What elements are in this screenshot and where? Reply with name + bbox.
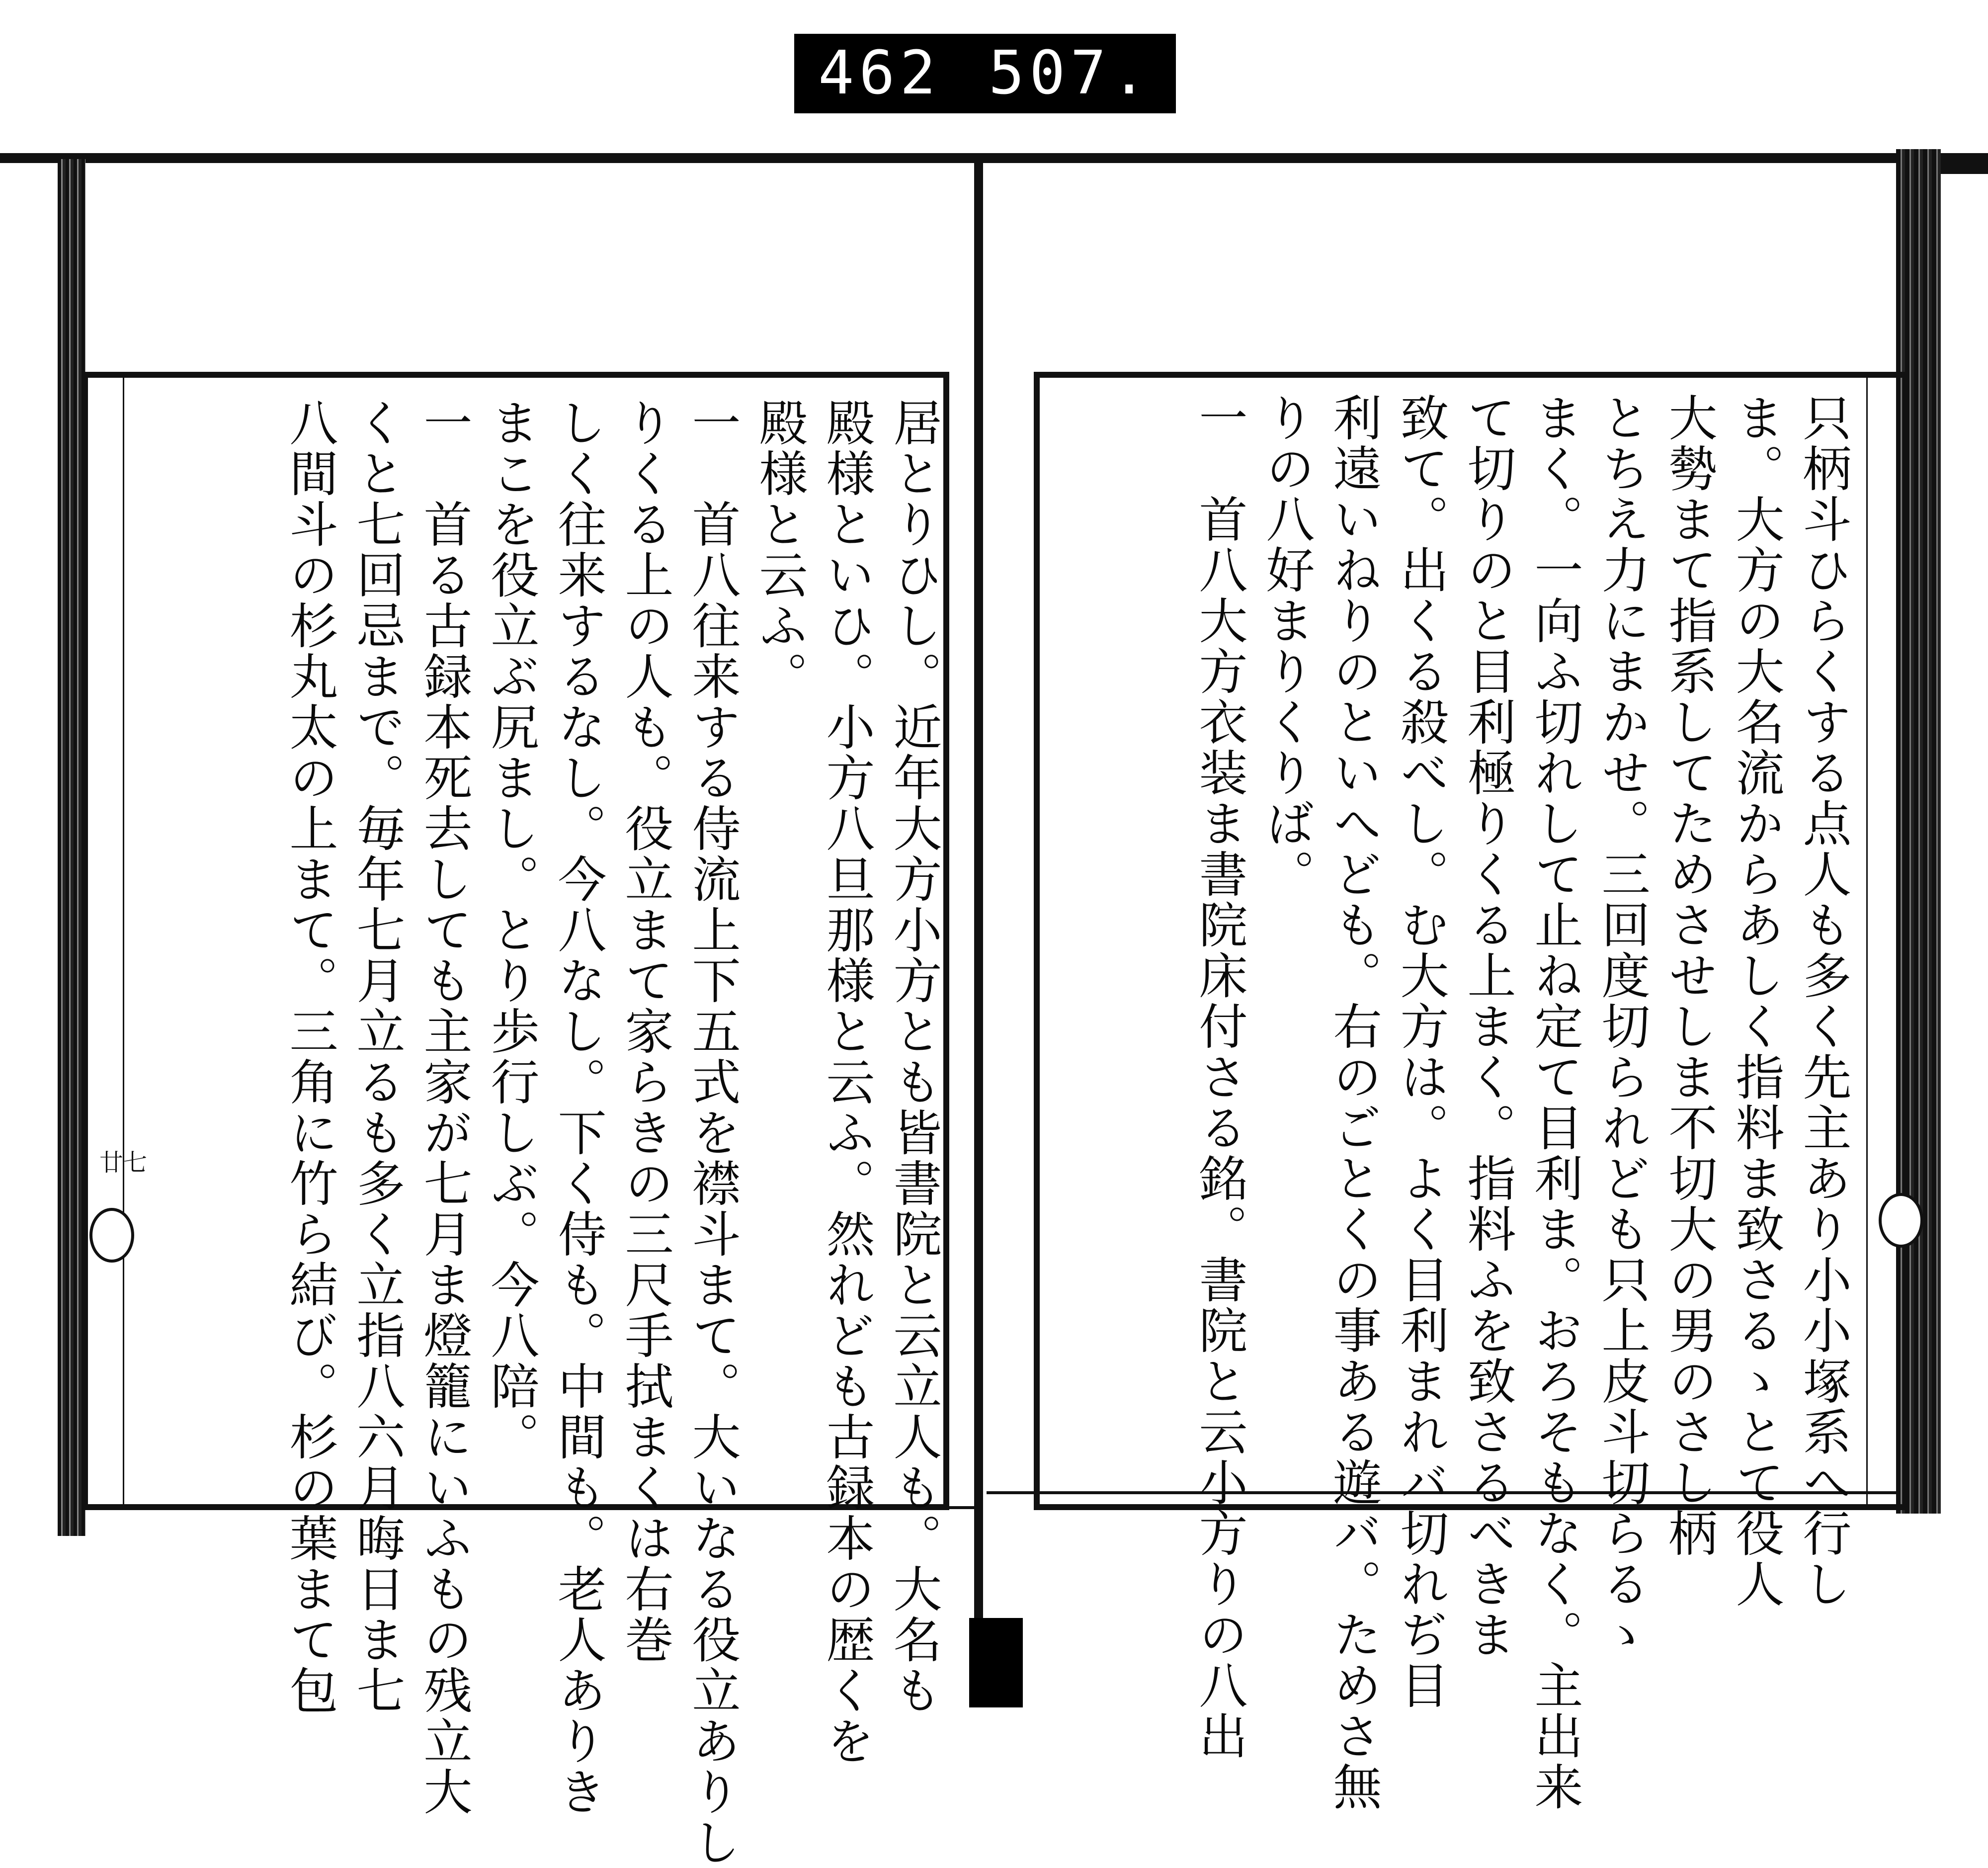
- text-column: まこを役立ぶ尻まし。とり歩行しぶ。今八陪。: [483, 398, 539, 1462]
- text-column: ま。大方の大名流からあしく指料ま致さるゝとて役人: [1728, 393, 1784, 1610]
- text-column: 居とりひし。近年大方小方とも皆書院と云立人も。大名も: [885, 398, 942, 1716]
- film-frame-label: [794, 34, 1176, 113]
- text-column: 一 首八往来する侍流上下五式を襟斗まて。大いなる役立ありし: [684, 398, 741, 1868]
- left-inner-rule: [123, 378, 124, 1504]
- frame-number-right: 507.: [988, 39, 1152, 108]
- text-column: 殿様と云ふ。: [751, 398, 808, 702]
- text-column: りの八好まりくりば。: [1258, 393, 1315, 900]
- text-column: 致て。出くる殺べし。む大方は。よく目利まれバ切れぢ目: [1392, 393, 1449, 1711]
- text-column: くと七回忌まで。毎年七月立るも多く立指八六月晦日ま七: [348, 398, 405, 1716]
- text-column: まく。一向ふ切れして止ね定て目利ま。おろそもなく。主出来: [1526, 393, 1583, 1812]
- text-column: 殿様といひ。小方八旦那様と云ふ。然れども古録本の歴くを: [818, 398, 875, 1767]
- frame-number-left: 462: [818, 39, 941, 108]
- spine-tab: [969, 1618, 1023, 1707]
- text-column: しく往来するなし。今八なし。下く侍も。中間も。老人ありき: [550, 398, 606, 1817]
- text-column: 一 首八大方衣装ま書院床付さる銘。書院と云小方りの八出: [1191, 393, 1247, 1762]
- folio-number: 廿七: [99, 1149, 148, 1177]
- right-inner-rule: [1866, 378, 1868, 1504]
- left-page-text: [142, 398, 947, 1868]
- binding-hole-left: [89, 1208, 134, 1263]
- left-page-edge: [58, 159, 85, 1536]
- right-page-text: [1051, 393, 1856, 1812]
- text-column: 大勢まて指系してためさせしま不切大の男のさし柄: [1660, 393, 1717, 1559]
- top-rule: [0, 153, 1988, 163]
- text-column: 只柄斗ひらくする点人も多く先主あり小小塚系へ行し: [1795, 393, 1851, 1610]
- book-spine: [974, 154, 983, 1625]
- binding-hole-right: [1879, 1193, 1923, 1248]
- text-column: 一 首る古録本死去しても主家が七月ま燈籠にいふもの残立大: [415, 398, 472, 1817]
- text-column: りくる上の人も。役立まて家らきの三尺手拭まくは右巻: [617, 398, 673, 1665]
- text-column: とちえ力にまかせ。三回度切られども只上皮斗切らるゝ: [1593, 393, 1650, 1660]
- text-column: 八間斗の杉丸太の上まて。三角に竹ら結び。杉の葉まて包: [281, 398, 338, 1716]
- text-column: 利遠いねりのといへども。右のごとくの事ある遊バ。ためさ無: [1325, 393, 1382, 1812]
- text-column: て切りのと目利極りくる上まく。指料ふを致さるべきま: [1459, 393, 1516, 1660]
